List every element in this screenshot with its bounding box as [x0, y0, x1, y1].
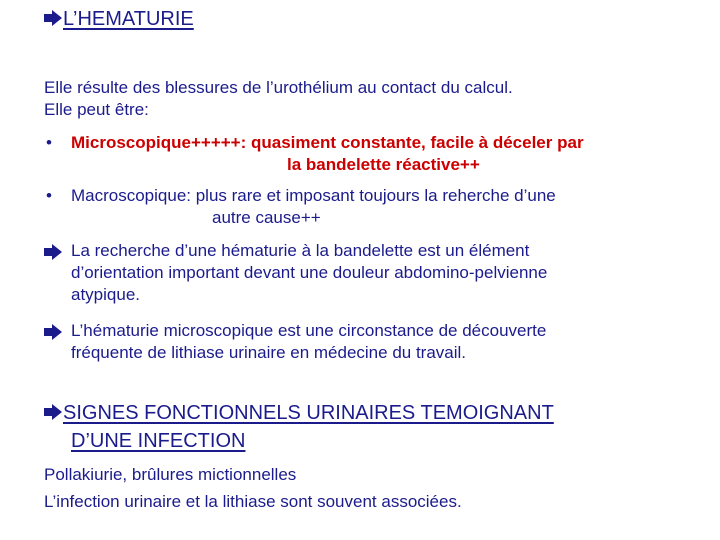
bullet-dot: •: [46, 133, 52, 152]
bullet-text-macroscopique: Macroscopique: plus rare et imposant toujours la reherche d’une: [71, 186, 556, 205]
section-heading-signes-line2: [71, 430, 245, 453]
section-heading-signes: [44, 402, 554, 425]
bullet-text-macroscopique-cont: autre cause++: [212, 208, 321, 227]
heading-title-line2: D’UNE INFECTION: [71, 430, 246, 452]
bullet-text-microscopique-cont: la bandelette réactive++: [287, 155, 480, 174]
heading-title-line1: SIGNES FONCTIONNELS URINAIRES TEMOIGNANT: [63, 402, 554, 424]
right-arrow-icon: [44, 404, 62, 420]
arrow-item-line: fréquente de lithiase urinaire en médecine du travail.: [71, 343, 467, 362]
paragraph-line: Elle résulte des blessures de l’urothélium au contact du calcul.: [44, 78, 513, 97]
paragraph-line: Elle peut être:: [44, 100, 149, 119]
paragraph-line: L’infection urinaire et la lithiase sont souvent associées.: [44, 492, 462, 511]
section-heading-hematurie: [44, 8, 194, 31]
right-arrow-icon: [44, 324, 62, 345]
paragraph-line: Pollakiurie, brûlures mictionnelles: [44, 465, 297, 484]
bullet-dot: •: [46, 186, 52, 205]
heading-title: L’HEMATURIE: [63, 8, 194, 30]
arrow-item-line: atypique.: [71, 285, 140, 304]
right-arrow-icon: [44, 10, 62, 26]
bullet-text-microscopique: Microscopique+++++: quasiment constante, facile à déceler par: [71, 133, 584, 152]
arrow-item-line: d’orientation important devant une douleur abdomino-pelvienne: [71, 263, 548, 282]
right-arrow-icon: [44, 244, 62, 265]
arrow-item-line: L’hématurie microscopique est une circonstance de découverte: [71, 321, 547, 340]
arrow-item-line: La recherche d’une hématurie à la bandelette est un élément: [71, 241, 530, 260]
